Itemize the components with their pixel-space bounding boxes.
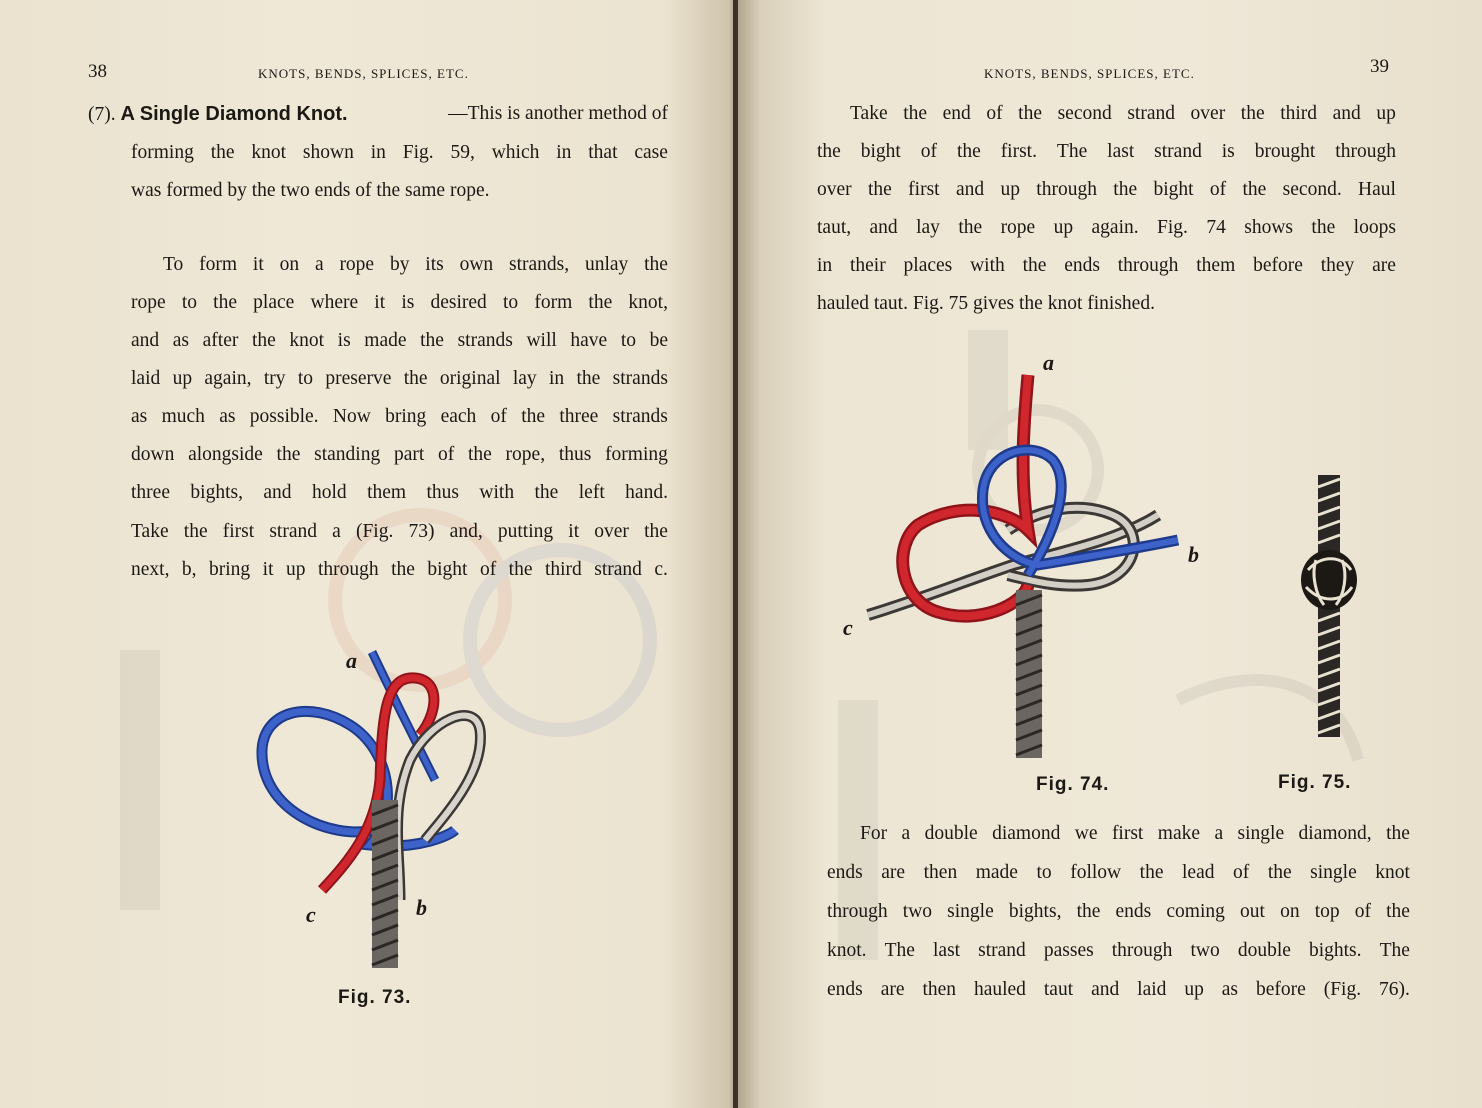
intro-line-2 (131, 142, 668, 164)
section-title: A Single Diamond Knot. (120, 103, 348, 125)
word: the (251, 330, 276, 351)
word: two (902, 901, 933, 922)
body-line (163, 254, 668, 276)
word: have (570, 330, 608, 351)
word: is (337, 330, 351, 351)
word: first. (1000, 141, 1037, 162)
word: and (1091, 979, 1120, 1000)
word: much (161, 406, 205, 427)
word: the (1076, 901, 1101, 922)
word: the (276, 444, 301, 465)
word: bring (209, 559, 251, 580)
word: two (1190, 940, 1220, 961)
word: the (958, 217, 983, 238)
label-a: a (1043, 350, 1054, 375)
word: after (202, 330, 239, 351)
paragraph-line (131, 521, 668, 543)
word: double (924, 823, 978, 844)
word: brought (1254, 141, 1316, 162)
word: their (849, 255, 886, 276)
word: preserve (325, 368, 392, 389)
word: in (549, 368, 565, 389)
paragraph-line (827, 940, 1410, 962)
word: is (401, 292, 415, 313)
word: up (1000, 179, 1020, 200)
word: bights, (190, 482, 243, 503)
word: the (644, 254, 668, 275)
word: first (908, 179, 940, 200)
word: 74 (1206, 217, 1226, 238)
left-page (0, 0, 736, 1108)
word: coming (1166, 901, 1225, 922)
word: (Fig. (355, 521, 394, 542)
figure-75-knot-illustration (1296, 475, 1366, 745)
right-page (738, 0, 1482, 1108)
figure-73-caption: Fig. 73. (338, 987, 412, 1008)
body-line: hauled taut. Fig. 75 gives the knot finished. (817, 293, 1155, 314)
word: lead (1182, 862, 1215, 883)
word: ends (827, 979, 863, 1000)
word: the (956, 141, 981, 162)
paragraph-line (827, 979, 1410, 1001)
word: of (438, 444, 455, 465)
paragraph-line (817, 179, 1396, 201)
word: last (933, 940, 961, 961)
label-b: b (416, 895, 427, 920)
word: shown (302, 142, 354, 163)
closing-line (860, 823, 1410, 845)
word: unlay (584, 254, 629, 275)
word: will (526, 330, 557, 351)
body-line (131, 368, 668, 390)
body-line (131, 482, 668, 504)
body-line (131, 406, 668, 428)
word: the (1018, 103, 1042, 124)
word: form (199, 254, 238, 275)
word: to (620, 330, 636, 351)
word: a (901, 823, 911, 844)
word: where (310, 292, 359, 313)
word: then (923, 862, 958, 883)
word: strands (612, 368, 668, 389)
word: of (1354, 901, 1371, 922)
word: again, (204, 368, 252, 389)
word: strand (269, 521, 317, 542)
word: it (374, 292, 386, 313)
paragraph-line (817, 141, 1396, 163)
word: before (1253, 255, 1303, 276)
word: strands, (509, 254, 570, 275)
word: own (459, 254, 494, 275)
word: Now (332, 406, 371, 427)
figure-75-caption: Fig. 75. (1278, 772, 1352, 793)
word: and, (449, 521, 483, 542)
word: strand (978, 940, 1026, 961)
word: in (370, 142, 386, 163)
body-line (850, 103, 1396, 125)
word: the (1267, 862, 1292, 883)
word: to (181, 292, 197, 313)
word: original (439, 368, 501, 389)
word: to (1036, 862, 1052, 883)
word: first (222, 521, 255, 542)
word: of (920, 141, 938, 162)
word: its (425, 254, 444, 275)
word: form (534, 292, 573, 313)
body-line (817, 141, 1396, 163)
word: knot (289, 330, 325, 351)
page-number: 39 (1370, 56, 1389, 77)
word: made (975, 862, 1018, 883)
word: are (1372, 255, 1396, 276)
word: in (556, 142, 572, 163)
word: rope (1000, 217, 1036, 238)
word: knot. (827, 940, 867, 961)
paragraph-line (163, 254, 668, 276)
word: be (649, 330, 668, 351)
paragraph-line (88, 103, 668, 126)
word: up (1053, 217, 1074, 238)
word: thus (558, 444, 592, 465)
word: of (479, 559, 497, 580)
word: and (869, 217, 898, 238)
word: (Fig. (1323, 979, 1362, 1000)
word: up (1184, 979, 1204, 1000)
word: case (634, 142, 668, 163)
paragraph-line (131, 444, 668, 466)
body-line (817, 179, 1396, 201)
word: taut (1043, 979, 1074, 1000)
word: which (491, 142, 540, 163)
word: third (1280, 103, 1318, 124)
word: thus (426, 482, 459, 503)
word: the (588, 292, 613, 313)
paragraph-line (860, 823, 1410, 845)
intro-line-1: —This is another method of (448, 103, 668, 124)
word: top (1314, 901, 1340, 922)
word: the (183, 521, 208, 542)
word: The (884, 940, 915, 961)
word: the (817, 141, 841, 162)
label-c: c (306, 902, 316, 927)
word: single (1310, 862, 1357, 883)
paragraph-line (827, 901, 1410, 923)
word: made (364, 330, 407, 351)
word: last (1107, 141, 1135, 162)
word: over (594, 521, 629, 542)
word: as (219, 406, 236, 427)
word: strand (1127, 103, 1175, 124)
word: they (1320, 255, 1355, 276)
word: in (817, 255, 833, 276)
word: it (262, 559, 274, 580)
word: For (860, 823, 888, 844)
word: through (827, 901, 888, 922)
closing-line (827, 901, 1410, 923)
word: passes (1043, 940, 1094, 961)
figure-74-caption: Fig. 74. (1036, 774, 1110, 795)
word: the (521, 406, 546, 427)
word: single (947, 901, 994, 922)
word: bights. (1308, 940, 1362, 961)
word: with (479, 482, 515, 503)
word: through (1036, 179, 1097, 200)
paragraph-line (827, 862, 1410, 884)
word: forming (131, 142, 194, 163)
word: strands (457, 330, 513, 351)
word: rope, (505, 444, 546, 465)
word: Haul (1358, 179, 1396, 200)
body-line (131, 330, 668, 352)
word: it (568, 521, 580, 542)
word: them (1196, 255, 1236, 276)
word: the (403, 368, 428, 389)
word: next, (131, 559, 170, 580)
word: a (1214, 823, 1224, 844)
word: bight (427, 559, 468, 580)
word: the (1242, 179, 1267, 200)
word: through (317, 559, 379, 580)
word: up (1376, 103, 1396, 124)
word: double (1237, 940, 1291, 961)
page-number: 38 (88, 61, 107, 82)
word: single (1237, 823, 1285, 844)
figure-73-knot-illustration (250, 640, 500, 980)
word: To (163, 254, 184, 275)
word: the (213, 292, 237, 313)
word: of (1209, 179, 1227, 200)
word: desired (430, 292, 487, 313)
word: laid (1137, 979, 1167, 1000)
word: then (922, 979, 957, 1000)
body-line (131, 292, 668, 314)
word: the (1022, 255, 1047, 276)
word: places (903, 255, 953, 276)
word: up (285, 559, 306, 580)
word: the (508, 559, 533, 580)
word: alongside (188, 444, 263, 465)
word: third (544, 559, 582, 580)
word: to (502, 292, 519, 313)
word: make (1157, 823, 1201, 844)
word: the (467, 444, 492, 465)
word: through (1117, 255, 1179, 276)
word: as (131, 406, 148, 427)
closing-line (827, 979, 1410, 1001)
word: ends (1115, 901, 1152, 922)
word: hold (311, 482, 347, 503)
paragraph-line (131, 330, 668, 352)
word: and (131, 330, 160, 351)
paragraph-line (131, 180, 668, 202)
word: The (1056, 141, 1088, 162)
word: on (279, 254, 300, 275)
word: knot, (628, 292, 668, 313)
word: loops (1353, 217, 1396, 238)
paragraph-line (850, 103, 1396, 125)
word: the (1113, 179, 1138, 200)
word: to (297, 368, 314, 389)
word: down (131, 444, 175, 465)
section-number: (7). (88, 104, 116, 125)
word: over (817, 179, 852, 200)
word: knot (1375, 862, 1410, 883)
word: knot (251, 142, 287, 163)
paragraph-line (131, 292, 668, 314)
word: of (1233, 862, 1250, 883)
word: second. (1282, 179, 1342, 200)
word: that (588, 142, 618, 163)
word: bight (1153, 179, 1194, 200)
word: the (644, 521, 668, 542)
paragraph-line (131, 482, 668, 504)
word: The (1379, 940, 1410, 961)
running-head: KNOTS, BENDS, SPLICES, ETC. (258, 66, 469, 81)
word: them (367, 482, 407, 503)
label-b: b (1188, 542, 1199, 567)
word: the (534, 482, 559, 503)
word: bight (860, 141, 901, 162)
word: the (420, 330, 444, 351)
paragraph-line (817, 217, 1396, 239)
word: 59, (450, 142, 475, 163)
paragraph-line (817, 255, 1396, 277)
word: through (1335, 141, 1396, 162)
word: follow (1070, 862, 1122, 883)
running-head: KNOTS, BENDS, SPLICES, ETC. (984, 66, 1195, 81)
body-line (817, 217, 1396, 239)
word: of (986, 103, 1003, 124)
word: as (172, 330, 190, 351)
figure-74-knot-illustration (838, 350, 1218, 770)
word: the (1139, 862, 1164, 883)
body-line (131, 521, 668, 543)
intro-line-3: was formed by the two ends of the same rope. (131, 180, 490, 201)
body-line (817, 255, 1396, 277)
word: Take (850, 103, 888, 124)
paragraph-line (131, 406, 668, 428)
word: part (393, 444, 425, 465)
word: strands (612, 406, 668, 427)
word: second (1057, 103, 1112, 124)
word: 73) (408, 521, 435, 542)
word: Fig. (402, 142, 434, 163)
word: is (1221, 141, 1235, 162)
word: standing (314, 444, 381, 465)
word: each (440, 406, 477, 427)
word: up (172, 368, 193, 389)
word: by (389, 254, 410, 275)
word: with (970, 255, 1005, 276)
word: the (1311, 217, 1336, 238)
word: hauled (973, 979, 1026, 1000)
word: three (559, 406, 599, 427)
word: end (942, 103, 971, 124)
word: b, (181, 559, 197, 580)
word: lay (512, 368, 537, 389)
paragraph-line (131, 368, 668, 390)
paragraph-line (131, 559, 668, 581)
word: the (1240, 103, 1265, 124)
word: again. (1091, 217, 1139, 238)
word: ends (827, 862, 863, 883)
word: we (1074, 823, 1098, 844)
word: the (868, 179, 892, 200)
word: the (1386, 901, 1410, 922)
word: hand. (625, 482, 668, 503)
word: bring (385, 406, 427, 427)
word: lay (916, 217, 940, 238)
word: place (253, 292, 295, 313)
word: the (903, 103, 928, 124)
word: diamond (992, 823, 1061, 844)
word: rope (131, 292, 166, 313)
word: left (578, 482, 605, 503)
paragraph-line (131, 142, 668, 164)
word: as (1221, 979, 1239, 1000)
word: before (1255, 979, 1306, 1000)
word: and (263, 482, 292, 503)
word: through (1111, 940, 1173, 961)
word: strand (1154, 141, 1202, 162)
word: three (131, 482, 170, 503)
word: rope (339, 254, 375, 275)
word: the (210, 142, 235, 163)
word: shows (1244, 217, 1294, 238)
word: a (314, 254, 324, 275)
word: possible. (249, 406, 319, 427)
word: try (263, 368, 286, 389)
word: Fig. (1157, 217, 1188, 238)
word: of (490, 406, 507, 427)
word: over (1190, 103, 1226, 124)
word: 76). (1379, 979, 1410, 1000)
word: the (391, 559, 415, 580)
word: Take (131, 521, 169, 542)
word: the (576, 368, 601, 389)
word: and (955, 179, 985, 200)
word: strand (594, 559, 642, 580)
body-line (131, 559, 668, 581)
label-c: c (843, 615, 853, 640)
word: on (1280, 901, 1300, 922)
word: c. (654, 559, 668, 580)
word: it (252, 254, 264, 275)
word: a (332, 521, 341, 542)
word: diamond, (1298, 823, 1372, 844)
word: laid (131, 368, 161, 389)
word: forming (605, 444, 668, 465)
closing-line (827, 862, 1410, 884)
word: are (881, 862, 906, 883)
word: the (1386, 823, 1410, 844)
word: out (1240, 901, 1265, 922)
label-a: a (346, 648, 357, 673)
word: putting (497, 521, 554, 542)
word: taut, (817, 217, 852, 238)
word: first (1111, 823, 1144, 844)
paragraph-line (817, 293, 1396, 315)
body-line (131, 444, 668, 466)
word: and (1332, 103, 1361, 124)
closing-line (827, 940, 1410, 962)
word: ends (1064, 255, 1100, 276)
word: are (880, 979, 905, 1000)
word: bights, (1008, 901, 1062, 922)
